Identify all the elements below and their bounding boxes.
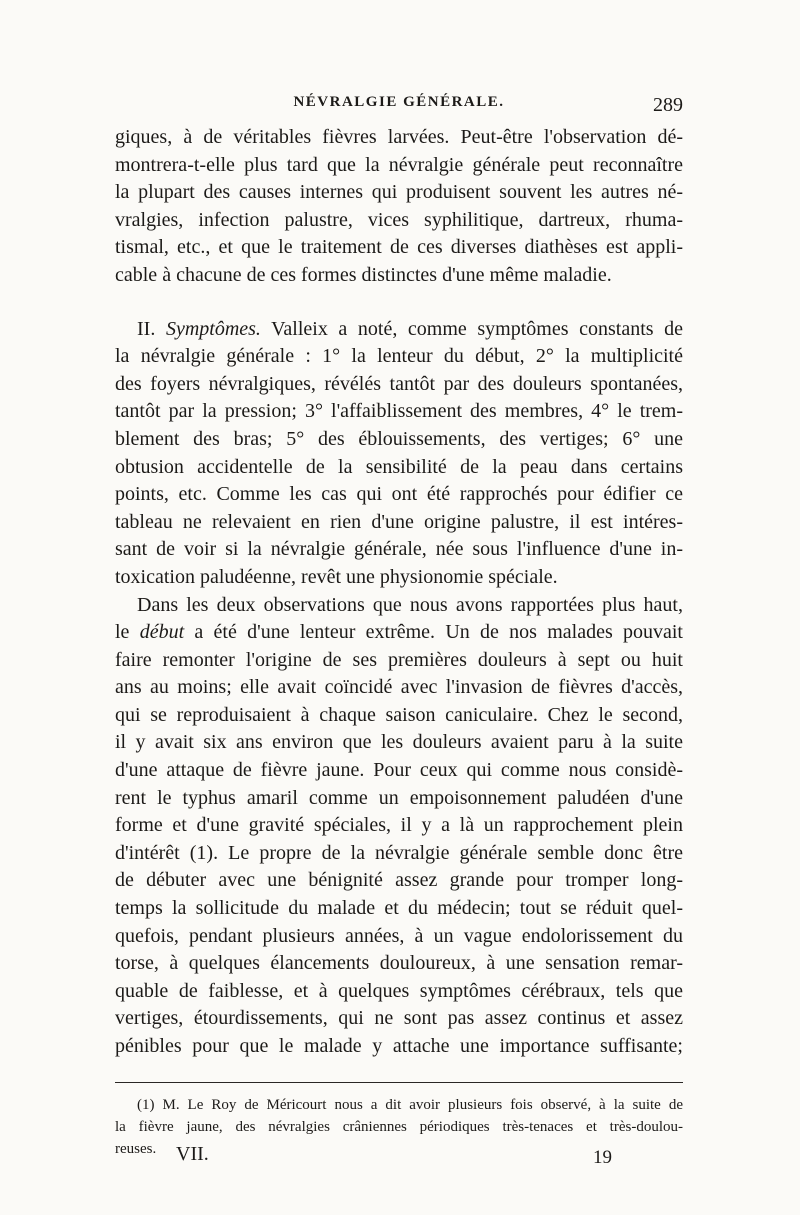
text-line: vralgies, infection palustre, vices syphilitique, dartreux, rhuma- [115, 208, 683, 231]
text-line: quable de faiblesse, et à quelques symptômes cérébraux, tels que [115, 979, 683, 1002]
footnote-line: la fièvre jaune, des névralgies crâniennes périodiques très-tenaces et très-doulou- [115, 1119, 683, 1135]
text-line: temps la sollicitude du malade et du médecin; tout se réduit quel- [115, 897, 683, 920]
text-line: il y avait six ans environ que les douleurs avaient paru à la suite [115, 731, 683, 754]
text-line: tismal, etc., et que le traitement de ces diverses diathèses est appli- [115, 236, 683, 259]
debut-word: début [139, 621, 185, 644]
text-line: points, etc. Comme les cas qui ont été rapprochés pour édifier ce [115, 483, 683, 506]
text-line: tantôt par la pression; 3° l'affaiblissement des membres, 4° le trem- [115, 400, 683, 423]
text-line: montrera-t-elle plus tard que la névralgie générale peut reconnaître [115, 153, 683, 176]
text-line: forme et d'une gravité spéciales, il y a là un rapprochement plein [115, 814, 683, 837]
text-line: d'une attaque de fièvre jaune. Pour ceux qui comme nous considè- [115, 759, 683, 782]
running-head [115, 94, 683, 120]
text-line: faire remonter l'origine de ses premières douleurs à sept ou huit [115, 648, 683, 671]
footnote-rule [115, 1082, 683, 1083]
text-line: toxication paludéenne, revêt une physionomie spéciale. [115, 565, 558, 588]
text-line: des foyers névralgiques, révélés tantôt par des douleurs spontanées, [115, 372, 683, 395]
text-line: cable à chacune de ces formes distinctes d'une même maladie. [115, 263, 612, 286]
text-line: rent le typhus amaril comme un empoisonnement paludéen d'une [115, 786, 683, 809]
body-text [115, 124, 683, 1061]
text-line: pénibles pour que le malade y attache une importance suffisante; [115, 1035, 683, 1057]
footnote-line: reuses. [115, 1141, 157, 1157]
section-heading-line [115, 316, 683, 344]
page-number: 289 [653, 94, 683, 116]
text-line: torse, à quelques élancements douloureux, à une sensation remar- [115, 952, 683, 975]
text-line: la névralgie générale : 1° la lenteur du début, 2° la multiplicité [115, 345, 683, 368]
text-line: d'intérêt (1). Le propre de la névralgie générale semble donc être [115, 841, 683, 864]
text-line: quefois, pendant plusieurs années, à un vague endolorissement du [115, 924, 683, 947]
text-line: blement des bras; 5° des éblouissements, des vertiges; 6° une [115, 427, 683, 450]
section-first-line: Valleix a noté, comme symptômes constants de [271, 317, 683, 340]
footnote-line: (1) M. Le Roy de Méricourt nous a dit avoir plusieurs fois observé, à la suite de [137, 1097, 683, 1113]
text-line: de débuter avec une bénignité assez grande pour tromper long- [115, 869, 683, 892]
after-debut-text: a été d'une lenteur extrême. Un de nos malades pouvait [194, 621, 683, 644]
signature-mark: VII. [176, 1143, 209, 1165]
text-line: sant de voir si la névralgie générale, née sous l'influence d'une in- [115, 538, 683, 561]
section-title: Symptômes. [165, 317, 261, 340]
le-word: le [115, 621, 130, 644]
text-line: vertiges, étourdissements, qui ne sont pas assez continus et assez [115, 1007, 683, 1030]
text-line: la plupart des causes internes qui produisent souvent les autres né- [115, 181, 683, 204]
section-number: II. [137, 317, 156, 340]
text-line: ans au moins; elle avait coïncidé avec l'invasion de fièvres d'accès, [115, 676, 683, 699]
text-line: qui se reproduisaient à chaque saison caniculaire. Chez le second, [115, 703, 683, 726]
paragraph-observations-second-line [115, 619, 683, 647]
text-line: obtusion accidentelle de la sensibilité de la peau dans certains [115, 455, 683, 478]
paragraph-symptoms [115, 343, 683, 591]
text-line: giques, à de véritables fièvres larvées. Peut-être l'observation dé- [115, 126, 683, 148]
paragraph-observations-first-line: Dans les deux observations que nous avons rapportées plus haut, [137, 593, 683, 616]
running-title: NÉVRALGIE GÉNÉRALE. [293, 94, 505, 110]
sheet-number: 19 [593, 1147, 612, 1168]
paragraph-observations [115, 647, 683, 1061]
paragraph-continuation [115, 124, 683, 290]
text-line: tableau ne relevaient en rien d'une origine palustre, il est intéres- [115, 510, 683, 533]
